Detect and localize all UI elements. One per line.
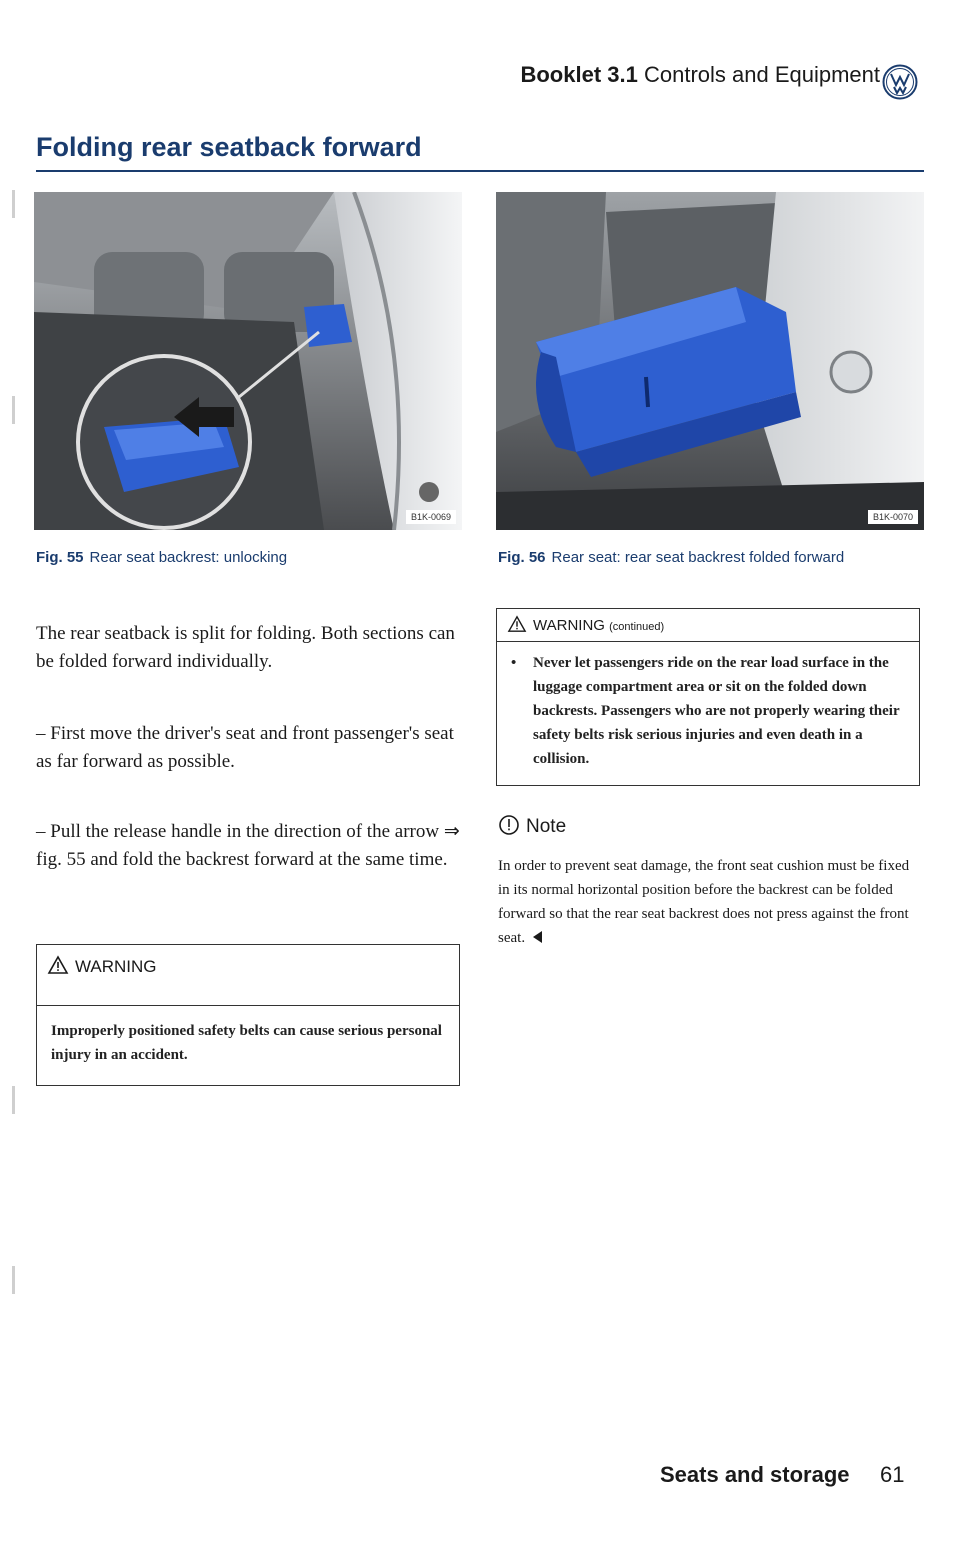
page-edge-mark xyxy=(12,1086,15,1114)
warning-triangle-icon xyxy=(507,615,527,633)
title-rule xyxy=(36,170,924,172)
note-heading xyxy=(498,814,566,838)
warning-heading xyxy=(47,955,157,977)
warning-heading xyxy=(507,615,664,634)
warning-label: WARNING xyxy=(533,617,605,634)
warning-box xyxy=(36,944,460,1086)
step-2-paragraph: – Pull the release handle in the direction of the arrow ⇒ fig. 55 and fold the backrest forward at the same time. xyxy=(36,821,460,870)
booklet-label: Booklet 3.1 xyxy=(520,62,638,87)
caption-text: Rear seat: rear seat backrest folded forward xyxy=(551,549,845,566)
header-section: Controls and Equipment xyxy=(643,62,880,87)
warning-divider xyxy=(497,641,919,642)
figure-55-image xyxy=(34,192,462,530)
vw-logo-icon xyxy=(882,64,918,100)
step-1-paragraph: – First move the driver's seat and front passenger's seat as far forward as possible. xyxy=(36,723,454,772)
note-paragraph xyxy=(498,854,918,950)
end-marker-icon xyxy=(533,931,542,943)
rear-seat-folded-illustration xyxy=(496,192,924,530)
caption-text: Rear seat backrest: unlocking xyxy=(89,549,288,566)
warning-label: WARNING xyxy=(75,957,157,976)
figure-number: Fig. 56 xyxy=(498,549,546,566)
warning-text xyxy=(507,651,909,771)
page-edge-mark xyxy=(12,190,15,218)
figure-number: Fig. 55 xyxy=(36,549,84,566)
bullet-icon: • xyxy=(511,655,517,671)
note-text: In order to prevent seat damage, the front seat cushion must be fixed in its normal horizontal position before the backrest can be folded forward so that the rear seat backrest does not press against the front seat. xyxy=(498,858,910,946)
warning-text: Improperly positioned safety belts can cause serious personal injury in an accident. xyxy=(51,1023,442,1063)
intro-paragraph: The rear seatback is split for folding. Both sections can be folded forward individually. xyxy=(36,623,455,672)
figure-56-image xyxy=(496,192,924,530)
warning-bullet-text: Never let passengers ride on the rear load surface in the luggage compartment area or sit on the folded down backrests. Passengers who are not properly wearing their safety belts risk serious injuries and even death in a collision. xyxy=(533,655,900,767)
page-title: Folding rear seatback forward xyxy=(36,132,422,162)
warning-box-continued xyxy=(496,608,920,786)
warning-continued-label: (continued) xyxy=(609,621,665,633)
figure-code: B1K-0070 xyxy=(868,510,918,524)
figure-code: B1K-0069 xyxy=(406,510,456,524)
note-label: Note xyxy=(526,816,567,837)
page-edge-mark xyxy=(12,396,15,424)
running-header xyxy=(380,62,880,88)
footer-section: Seats and storage xyxy=(660,1462,850,1487)
note-circle-icon xyxy=(498,814,520,836)
figure-55-caption xyxy=(36,546,466,570)
page-number: 61 xyxy=(880,1462,905,1487)
warning-triangle-icon xyxy=(47,955,69,975)
warning-divider xyxy=(37,1005,459,1006)
figure-56-caption xyxy=(498,546,918,570)
rear-seat-unlocking-illustration xyxy=(34,192,462,530)
page-edge-mark xyxy=(12,1266,15,1294)
